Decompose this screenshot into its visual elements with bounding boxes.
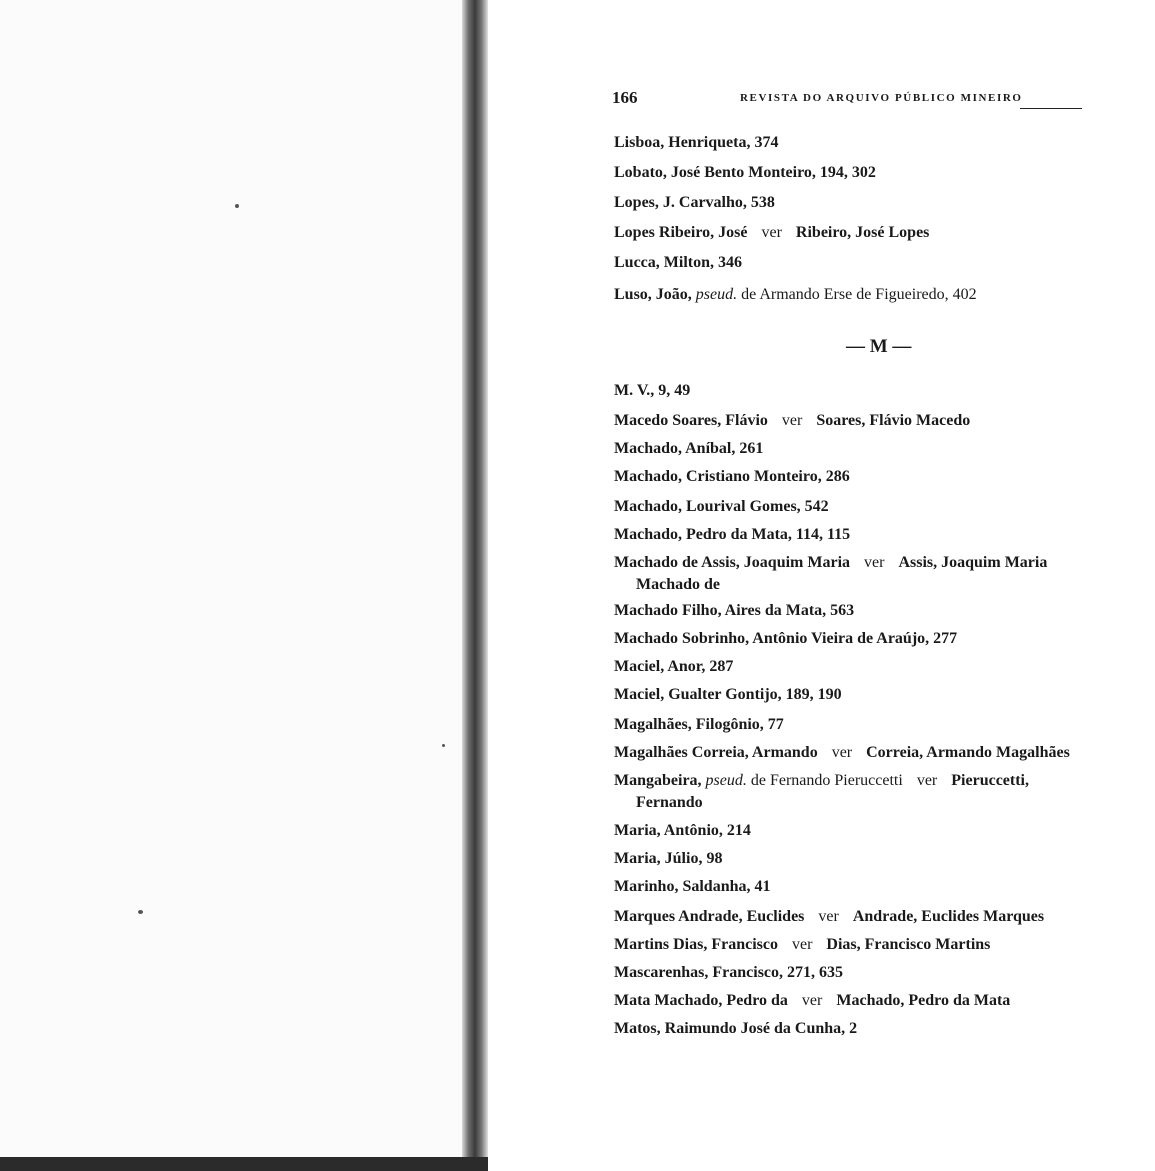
entry-see-also: ver	[864, 554, 885, 571]
index-entry	[614, 770, 1154, 814]
entry-see-also: ver	[801, 992, 823, 1009]
entry-name: Machado Filho, Aires da Mata, 563	[614, 602, 855, 619]
entry-name: Magalhães Correia, Armando	[614, 744, 818, 761]
page-speck	[235, 204, 239, 208]
entry-see-also: ver	[781, 412, 803, 429]
entry-rest: de Armando Erse de Figueiredo, 402	[741, 286, 977, 303]
entry-continuation: Machado de	[636, 576, 720, 593]
entry-name: Maria, Júlio, 98	[614, 850, 723, 867]
entry-name: Magalhães, Filogônio, 77	[614, 716, 784, 733]
entry-name: Machado, Cristiano Monteiro, 286	[614, 468, 850, 485]
entry-target: Machado, Pedro da Mata	[836, 992, 1011, 1009]
index-entry	[614, 496, 1154, 518]
index-entry	[614, 192, 1154, 214]
index-entry	[614, 906, 1154, 928]
index-entry	[614, 1018, 1154, 1040]
index-entry	[614, 552, 1154, 596]
index-entry	[614, 162, 1154, 184]
index-entry	[614, 222, 1154, 244]
entry-see-also: ver	[761, 224, 782, 241]
entry-name: Machado Sobrinho, Antônio Vieira de Araújo, 277	[614, 630, 958, 647]
index-entry	[614, 252, 1154, 274]
entry-see-also: ver	[831, 744, 853, 761]
entry-name: Mascarenhas, Francisco, 271, 635	[614, 964, 844, 981]
entry-name: Lucca, Milton, 346	[614, 254, 742, 271]
entry-name: Mangabeira,	[614, 772, 702, 789]
entry-name: Martins Dias, Francisco	[614, 936, 778, 953]
index-entry	[614, 466, 1154, 488]
index-entry	[614, 684, 1154, 706]
header-rule	[1020, 108, 1082, 109]
entry-target: Ribeiro, José Lopes	[795, 224, 930, 241]
entry-name: Machado, Lourival Gomes, 542	[614, 498, 829, 515]
index-entry	[614, 438, 1154, 460]
index-entry	[614, 380, 1154, 402]
entry-name: Mata Machado, Pedro da	[614, 992, 788, 1009]
book-gutter-shadow	[462, 0, 488, 1171]
index-entry	[614, 990, 1154, 1012]
entry-rest: de Fernando Pieruccetti	[750, 772, 903, 789]
index-entry	[614, 876, 1154, 898]
entry-see-also: ver	[916, 772, 938, 789]
index-entry	[614, 848, 1154, 870]
page-number: 166	[612, 88, 638, 107]
entry-target: Pieruccetti,	[951, 772, 1029, 789]
entry-name: Machado, Aníbal, 261	[614, 440, 764, 457]
entry-name: Luso, João,	[614, 286, 692, 303]
entry-name: Machado, Pedro da Mata, 114, 115	[614, 526, 851, 543]
section-letter-heading: — M —	[846, 336, 912, 357]
entry-name: Maria, Antônio, 214	[614, 822, 751, 839]
index-entry	[614, 656, 1154, 678]
entry-name: Lobato, José Bento Monteiro, 194, 302	[614, 164, 876, 181]
entry-pseud: pseud.	[695, 286, 738, 303]
index-entry	[614, 410, 1154, 432]
index-entry	[614, 600, 1154, 622]
entry-target: Dias, Francisco Martins	[826, 936, 991, 953]
entry-name: Marques Andrade, Euclides	[614, 908, 805, 925]
index-entry	[614, 628, 1154, 650]
index-entry	[614, 132, 1154, 154]
index-entry	[614, 284, 1154, 306]
entry-name: Lopes, J. Carvalho, 538	[614, 194, 775, 211]
page-bottom-edge	[0, 1157, 488, 1171]
entry-name: M. V., 9, 49	[614, 382, 691, 399]
entry-target: Andrade, Euclides Marques	[852, 908, 1045, 925]
index-entry	[614, 934, 1154, 956]
entry-name: Matos, Raimundo José da Cunha, 2	[614, 1020, 858, 1037]
entry-target: Assis, Joaquim Maria	[898, 554, 1048, 571]
page-speck	[138, 910, 143, 914]
index-entry	[614, 742, 1154, 764]
entry-name: Machado de Assis, Joaquim Maria	[614, 554, 851, 571]
index-entry	[614, 714, 1154, 736]
entry-name: Lisboa, Henriqueta, 374	[614, 134, 779, 151]
entry-pseud: pseud.	[705, 772, 747, 789]
index-entry	[614, 962, 1154, 984]
entry-name: Marinho, Saldanha, 41	[614, 878, 771, 895]
entry-target: Correia, Armando Magalhães	[866, 744, 1070, 761]
entry-name: Lopes Ribeiro, José	[614, 224, 748, 241]
index-entry	[614, 820, 1154, 842]
left-page-blank	[0, 0, 462, 1171]
entry-see-also: ver	[818, 908, 839, 925]
index-entry	[614, 524, 1154, 546]
entry-name: Maciel, Gualter Gontijo, 189, 190	[614, 686, 842, 703]
entry-see-also: ver	[791, 936, 813, 953]
entry-name: Macedo Soares, Flávio	[614, 412, 768, 429]
entry-continuation: Fernando	[636, 794, 703, 811]
entry-target: Soares, Flávio Macedo	[816, 412, 971, 429]
journal-title: REVISTA DO ARQUIVO PÚBLICO MINEIRO	[740, 92, 1023, 104]
page-speck	[442, 744, 445, 747]
entry-name: Maciel, Anor, 287	[614, 658, 734, 675]
running-head	[612, 88, 1082, 114]
